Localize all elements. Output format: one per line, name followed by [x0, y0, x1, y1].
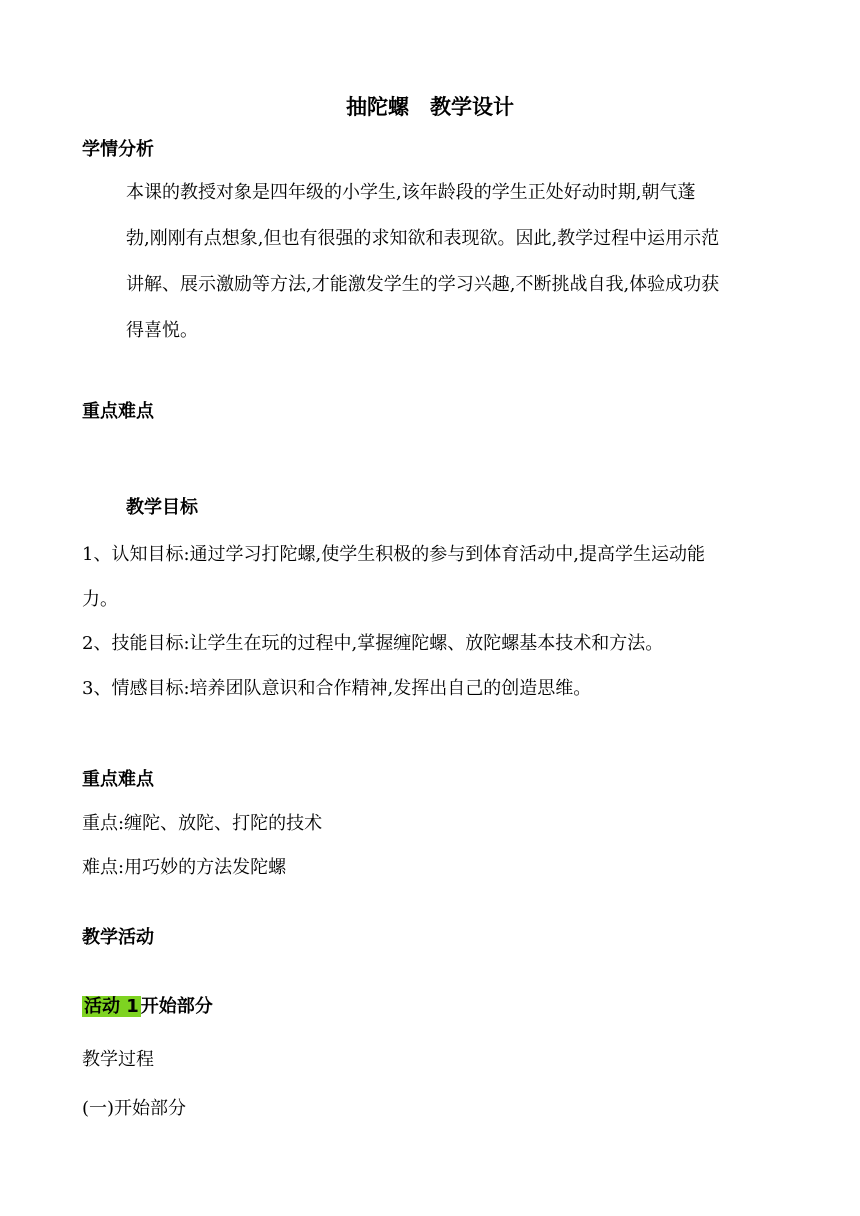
objective-item-1-line-1: 1、认知目标:通过学习打陀螺,使学生积极的参与到体育活动中,提高学生运动能 [82, 544, 705, 565]
section-heading-key-points-2: 重点难点 [82, 769, 154, 790]
analysis-line-1: 本课的教授对象是四年级的小学生,该年龄段的学生正处好动时期,朝气蓬 [126, 182, 696, 203]
section-heading-activities: 教学活动 [82, 927, 154, 948]
analysis-paragraph [126, 170, 786, 354]
key-point-focus: 重点:缠陀、放陀、打陀的技术 [82, 813, 323, 834]
activity-1-tag: 活动 1 [84, 996, 139, 1017]
activity-1-heading [82, 994, 213, 1020]
activity-1-title: 开始部分 [140, 996, 213, 1017]
objective-item-2: 2、技能目标:让学生在玩的过程中,掌握缠陀螺、放陀螺基本技术和方法。 [82, 633, 664, 654]
subsection-start: (一)开始部分 [82, 1098, 187, 1119]
analysis-line-2: 勃,刚刚有点想象,但也有很强的求知欲和表现欲。因此,教学过程中运用示范 [126, 228, 720, 249]
section-heading-objectives: 教学目标 [126, 497, 198, 518]
objective-item-1-line-2: 力。 [82, 589, 118, 610]
key-point-difficulty: 难点:用巧妙的方法发陀螺 [82, 857, 287, 878]
section-heading-key-points-1: 重点难点 [82, 401, 154, 422]
process-label: 教学过程 [82, 1049, 154, 1070]
section-heading-analysis: 学情分析 [82, 139, 154, 160]
document-title: 抽陀螺 教学设计 [346, 95, 514, 119]
objective-item-3: 3、情感目标:培养团队意识和合作精神,发挥出自己的创造思维。 [82, 678, 592, 699]
analysis-line-4: 得喜悦。 [126, 320, 198, 341]
analysis-line-3: 讲解、展示激励等方法,才能激发学生的学习兴趣,不断挑战自我,体验成功获 [126, 274, 720, 295]
